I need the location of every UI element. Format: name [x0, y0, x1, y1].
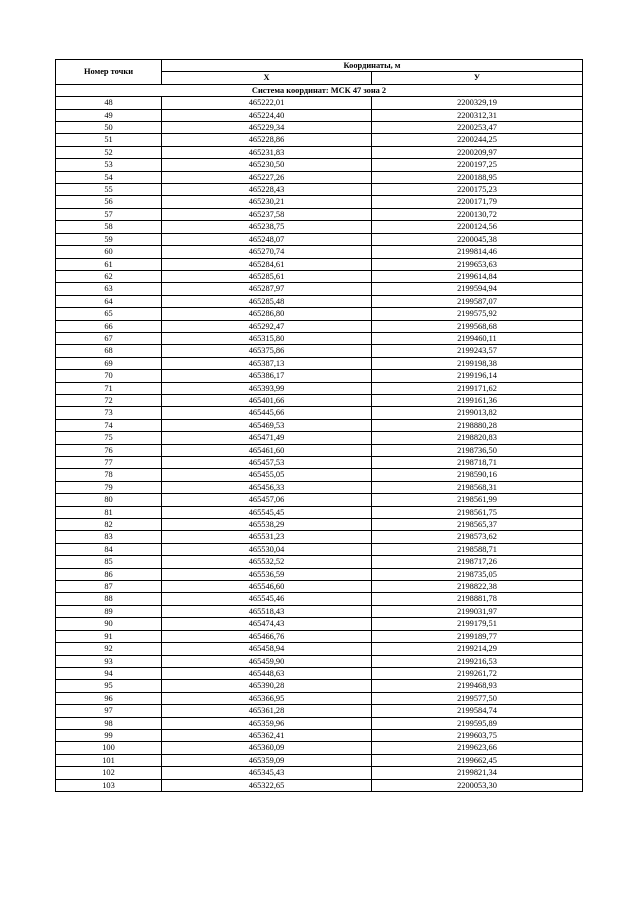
- point-number-cell: 81: [56, 506, 162, 518]
- y-coordinate-cell: 2198561,99: [372, 494, 583, 506]
- x-coordinate-cell: 465546,60: [162, 581, 372, 593]
- x-coordinate-cell: 465361,28: [162, 705, 372, 717]
- point-number-cell: 94: [56, 667, 162, 679]
- table-row: [56, 320, 583, 332]
- table-row: [56, 593, 583, 605]
- table-row: [56, 556, 583, 568]
- y-coordinate-cell: 2198822,38: [372, 581, 583, 593]
- table-row: [56, 382, 583, 394]
- point-number-cell: 56: [56, 196, 162, 208]
- system-row: [56, 84, 583, 96]
- point-number-cell: 95: [56, 680, 162, 692]
- x-header: X: [162, 72, 372, 84]
- point-number-cell: 100: [56, 742, 162, 754]
- table-row: [56, 494, 583, 506]
- y-coordinate-cell: 2199821,34: [372, 767, 583, 779]
- point-number-cell: 80: [56, 494, 162, 506]
- x-coordinate-cell: 465457,53: [162, 457, 372, 469]
- y-coordinate-cell: 2199575,92: [372, 308, 583, 320]
- point-number-cell: 71: [56, 382, 162, 394]
- y-coordinate-cell: 2199662,45: [372, 754, 583, 766]
- table-row: [56, 283, 583, 295]
- x-coordinate-cell: 465466,76: [162, 630, 372, 642]
- x-coordinate-cell: 465229,34: [162, 122, 372, 134]
- point-number-cell: 75: [56, 432, 162, 444]
- y-coordinate-cell: 2198717,26: [372, 556, 583, 568]
- y-coordinate-cell: 2198880,28: [372, 419, 583, 431]
- table-row: [56, 581, 583, 593]
- table-row: [56, 97, 583, 109]
- point-number-cell: 49: [56, 109, 162, 121]
- x-coordinate-cell: 465248,07: [162, 233, 372, 245]
- x-coordinate-cell: 465227,26: [162, 171, 372, 183]
- x-coordinate-cell: 465359,09: [162, 754, 372, 766]
- x-coordinate-cell: 465285,61: [162, 270, 372, 282]
- table-body: [56, 97, 583, 792]
- y-coordinate-cell: 2199577,50: [372, 692, 583, 704]
- point-number-cell: 69: [56, 357, 162, 369]
- point-number-cell: 93: [56, 655, 162, 667]
- x-coordinate-cell: 465287,97: [162, 283, 372, 295]
- table-row: [56, 630, 583, 642]
- point-number-cell: 57: [56, 208, 162, 220]
- y-coordinate-cell: 2199196,14: [372, 370, 583, 382]
- coordinates-header: Координаты, м: [162, 60, 583, 72]
- point-number-cell: 68: [56, 345, 162, 357]
- x-coordinate-cell: 465284,61: [162, 258, 372, 270]
- y-coordinate-cell: 2198588,71: [372, 543, 583, 555]
- point-number-cell: 77: [56, 457, 162, 469]
- x-coordinate-cell: 465285,48: [162, 295, 372, 307]
- y-coordinate-cell: 2200197,25: [372, 159, 583, 171]
- x-coordinate-cell: 465532,52: [162, 556, 372, 568]
- table-row: [56, 481, 583, 493]
- y-coordinate-cell: 2200244,25: [372, 134, 583, 146]
- point-number-cell: 70: [56, 370, 162, 382]
- point-number-cell: 73: [56, 407, 162, 419]
- y-coordinate-cell: 2198881,78: [372, 593, 583, 605]
- table-row: [56, 221, 583, 233]
- header-row: [56, 60, 583, 72]
- point-number-cell: 53: [56, 159, 162, 171]
- table-row: [56, 767, 583, 779]
- point-number-cell: 85: [56, 556, 162, 568]
- x-coordinate-cell: 465401,66: [162, 394, 372, 406]
- table-row: [56, 680, 583, 692]
- table-row: [56, 717, 583, 729]
- y-coordinate-cell: 2198820,83: [372, 432, 583, 444]
- point-number-cell: 87: [56, 581, 162, 593]
- y-coordinate-cell: 2199595,89: [372, 717, 583, 729]
- x-coordinate-cell: 465366,95: [162, 692, 372, 704]
- x-coordinate-cell: 465461,60: [162, 444, 372, 456]
- x-coordinate-cell: 465345,43: [162, 767, 372, 779]
- y-coordinate-cell: 2199614,84: [372, 270, 583, 282]
- point-number-cell: 48: [56, 97, 162, 109]
- y-coordinate-cell: 2199179,51: [372, 618, 583, 630]
- y-coordinate-cell: 2199603,75: [372, 729, 583, 741]
- table-row: [56, 469, 583, 481]
- x-coordinate-cell: 465457,06: [162, 494, 372, 506]
- table-row: [56, 506, 583, 518]
- table-row: [56, 419, 583, 431]
- point-number-cell: 97: [56, 705, 162, 717]
- x-coordinate-cell: 465455,05: [162, 469, 372, 481]
- table-row: [56, 742, 583, 754]
- y-coordinate-cell: 2198573,62: [372, 531, 583, 543]
- point-number-cell: 58: [56, 221, 162, 233]
- y-coordinate-cell: 2199214,29: [372, 643, 583, 655]
- table-row: [56, 159, 583, 171]
- table-row: [56, 432, 583, 444]
- point-number-cell: 89: [56, 605, 162, 617]
- table-row: [56, 729, 583, 741]
- y-coordinate-cell: 2198718,71: [372, 457, 583, 469]
- y-coordinate-cell: 2199623,66: [372, 742, 583, 754]
- x-coordinate-cell: 465530,04: [162, 543, 372, 555]
- table-row: [56, 357, 583, 369]
- y-coordinate-cell: 2199568,68: [372, 320, 583, 332]
- point-number-cell: 55: [56, 184, 162, 196]
- table-row: [56, 184, 583, 196]
- y-coordinate-cell: 2199261,72: [372, 667, 583, 679]
- x-coordinate-cell: 465315,80: [162, 332, 372, 344]
- point-number-cell: 65: [56, 308, 162, 320]
- x-coordinate-cell: 465286,80: [162, 308, 372, 320]
- table-row: [56, 370, 583, 382]
- x-coordinate-cell: 465360,09: [162, 742, 372, 754]
- y-coordinate-cell: 2199587,07: [372, 295, 583, 307]
- y-coordinate-cell: 2199243,57: [372, 345, 583, 357]
- x-coordinate-cell: 465292,47: [162, 320, 372, 332]
- table-row: [56, 705, 583, 717]
- x-coordinate-cell: 465390,28: [162, 680, 372, 692]
- x-coordinate-cell: 465230,50: [162, 159, 372, 171]
- point-number-cell: 72: [56, 394, 162, 406]
- point-number-cell: 51: [56, 134, 162, 146]
- table-row: [56, 655, 583, 667]
- x-coordinate-cell: 465238,75: [162, 221, 372, 233]
- y-coordinate-cell: 2199161,36: [372, 394, 583, 406]
- y-coordinate-cell: 2198736,50: [372, 444, 583, 456]
- y-coordinate-cell: 2199468,93: [372, 680, 583, 692]
- y-coordinate-cell: 2200253,47: [372, 122, 583, 134]
- table-row: [56, 407, 583, 419]
- x-coordinate-cell: 465228,43: [162, 184, 372, 196]
- table-row: [56, 332, 583, 344]
- point-number-cell: 66: [56, 320, 162, 332]
- x-coordinate-cell: 465222,01: [162, 97, 372, 109]
- x-coordinate-cell: 465458,94: [162, 643, 372, 655]
- y-coordinate-cell: 2198735,05: [372, 568, 583, 580]
- y-coordinate-cell: 2199653,63: [372, 258, 583, 270]
- y-coordinate-cell: 2198590,16: [372, 469, 583, 481]
- x-coordinate-cell: 465538,29: [162, 519, 372, 531]
- x-coordinate-cell: 465228,86: [162, 134, 372, 146]
- table-row: [56, 258, 583, 270]
- y-coordinate-cell: 2200312,31: [372, 109, 583, 121]
- y-coordinate-cell: 2200053,30: [372, 779, 583, 791]
- table-row: [56, 146, 583, 158]
- y-coordinate-cell: 2198561,75: [372, 506, 583, 518]
- x-coordinate-cell: 465448,63: [162, 667, 372, 679]
- x-coordinate-cell: 465474,43: [162, 618, 372, 630]
- y-coordinate-cell: 2200045,38: [372, 233, 583, 245]
- y-coordinate-cell: 2200171,79: [372, 196, 583, 208]
- y-coordinate-cell: 2199198,38: [372, 357, 583, 369]
- table-row: [56, 444, 583, 456]
- y-header: У: [372, 72, 583, 84]
- point-number-cell: 74: [56, 419, 162, 431]
- point-number-cell: 98: [56, 717, 162, 729]
- point-number-cell: 102: [56, 767, 162, 779]
- y-coordinate-cell: 2199216,53: [372, 655, 583, 667]
- y-coordinate-cell: 2199171,62: [372, 382, 583, 394]
- y-coordinate-cell: 2200188,95: [372, 171, 583, 183]
- x-coordinate-cell: 465459,90: [162, 655, 372, 667]
- y-coordinate-cell: 2200209,97: [372, 146, 583, 158]
- x-coordinate-cell: 465322,65: [162, 779, 372, 791]
- coordinate-system-label: Система координат: МСК 47 зона 2: [56, 84, 583, 96]
- point-number-cell: 61: [56, 258, 162, 270]
- table-row: [56, 394, 583, 406]
- point-number-cell: 62: [56, 270, 162, 282]
- table-row: [56, 233, 583, 245]
- x-coordinate-cell: 465536,59: [162, 568, 372, 580]
- point-number-cell: 103: [56, 779, 162, 791]
- y-coordinate-cell: 2199031,97: [372, 605, 583, 617]
- point-number-cell: 101: [56, 754, 162, 766]
- table-row: [56, 643, 583, 655]
- table-row: [56, 122, 583, 134]
- table-row: [56, 295, 583, 307]
- x-coordinate-cell: 465270,74: [162, 246, 372, 258]
- point-number-cell: 84: [56, 543, 162, 555]
- table-row: [56, 345, 583, 357]
- table-row: [56, 134, 583, 146]
- point-number-cell: 59: [56, 233, 162, 245]
- x-coordinate-cell: 465456,33: [162, 481, 372, 493]
- x-coordinate-cell: 465518,43: [162, 605, 372, 617]
- table-row: [56, 246, 583, 258]
- x-coordinate-cell: 465359,96: [162, 717, 372, 729]
- x-coordinate-cell: 465471,49: [162, 432, 372, 444]
- point-number-cell: 67: [56, 332, 162, 344]
- point-number-cell: 78: [56, 469, 162, 481]
- point-number-cell: 90: [56, 618, 162, 630]
- point-number-cell: 76: [56, 444, 162, 456]
- point-number-cell: 82: [56, 519, 162, 531]
- y-coordinate-cell: 2200124,56: [372, 221, 583, 233]
- table-row: [56, 308, 583, 320]
- y-coordinate-cell: 2199584,74: [372, 705, 583, 717]
- x-coordinate-cell: 465445,66: [162, 407, 372, 419]
- table-row: [56, 779, 583, 791]
- y-coordinate-cell: 2199594,94: [372, 283, 583, 295]
- table-row: [56, 692, 583, 704]
- x-coordinate-cell: 465393,99: [162, 382, 372, 394]
- point-number-cell: 63: [56, 283, 162, 295]
- point-number-header: Номер точки: [56, 60, 162, 85]
- table-row: [56, 208, 583, 220]
- point-number-cell: 79: [56, 481, 162, 493]
- table-row: [56, 754, 583, 766]
- y-coordinate-cell: 2200175,23: [372, 184, 583, 196]
- y-coordinate-cell: 2199189,77: [372, 630, 583, 642]
- point-number-cell: 86: [56, 568, 162, 580]
- y-coordinate-cell: 2199460,11: [372, 332, 583, 344]
- y-coordinate-cell: 2199013,82: [372, 407, 583, 419]
- y-coordinate-cell: 2198565,37: [372, 519, 583, 531]
- table-row: [56, 270, 583, 282]
- y-coordinate-cell: 2200329,19: [372, 97, 583, 109]
- point-number-cell: 64: [56, 295, 162, 307]
- point-number-cell: 92: [56, 643, 162, 655]
- point-number-cell: 60: [56, 246, 162, 258]
- x-coordinate-cell: 465387,13: [162, 357, 372, 369]
- table-row: [56, 605, 583, 617]
- coordinates-table: [55, 59, 583, 792]
- x-coordinate-cell: 465545,46: [162, 593, 372, 605]
- x-coordinate-cell: 465231,83: [162, 146, 372, 158]
- point-number-cell: 54: [56, 171, 162, 183]
- y-coordinate-cell: 2199814,46: [372, 246, 583, 258]
- point-number-cell: 83: [56, 531, 162, 543]
- x-coordinate-cell: 465531,23: [162, 531, 372, 543]
- table-row: [56, 531, 583, 543]
- y-coordinate-cell: 2200130,72: [372, 208, 583, 220]
- point-number-cell: 88: [56, 593, 162, 605]
- table-row: [56, 667, 583, 679]
- point-number-cell: 52: [56, 146, 162, 158]
- point-number-cell: 91: [56, 630, 162, 642]
- table-row: [56, 171, 583, 183]
- x-coordinate-cell: 465545,45: [162, 506, 372, 518]
- x-coordinate-cell: 465224,40: [162, 109, 372, 121]
- point-number-cell: 99: [56, 729, 162, 741]
- y-coordinate-cell: 2198568,31: [372, 481, 583, 493]
- table-row: [56, 196, 583, 208]
- x-coordinate-cell: 465230,21: [162, 196, 372, 208]
- table-row: [56, 618, 583, 630]
- table-row: [56, 109, 583, 121]
- table-row: [56, 543, 583, 555]
- x-coordinate-cell: 465386,17: [162, 370, 372, 382]
- table-row: [56, 568, 583, 580]
- point-number-cell: 96: [56, 692, 162, 704]
- point-number-cell: 50: [56, 122, 162, 134]
- x-coordinate-cell: 465469,53: [162, 419, 372, 431]
- table-row: [56, 457, 583, 469]
- table-row: [56, 519, 583, 531]
- x-coordinate-cell: 465237,58: [162, 208, 372, 220]
- x-coordinate-cell: 465362,41: [162, 729, 372, 741]
- x-coordinate-cell: 465375,86: [162, 345, 372, 357]
